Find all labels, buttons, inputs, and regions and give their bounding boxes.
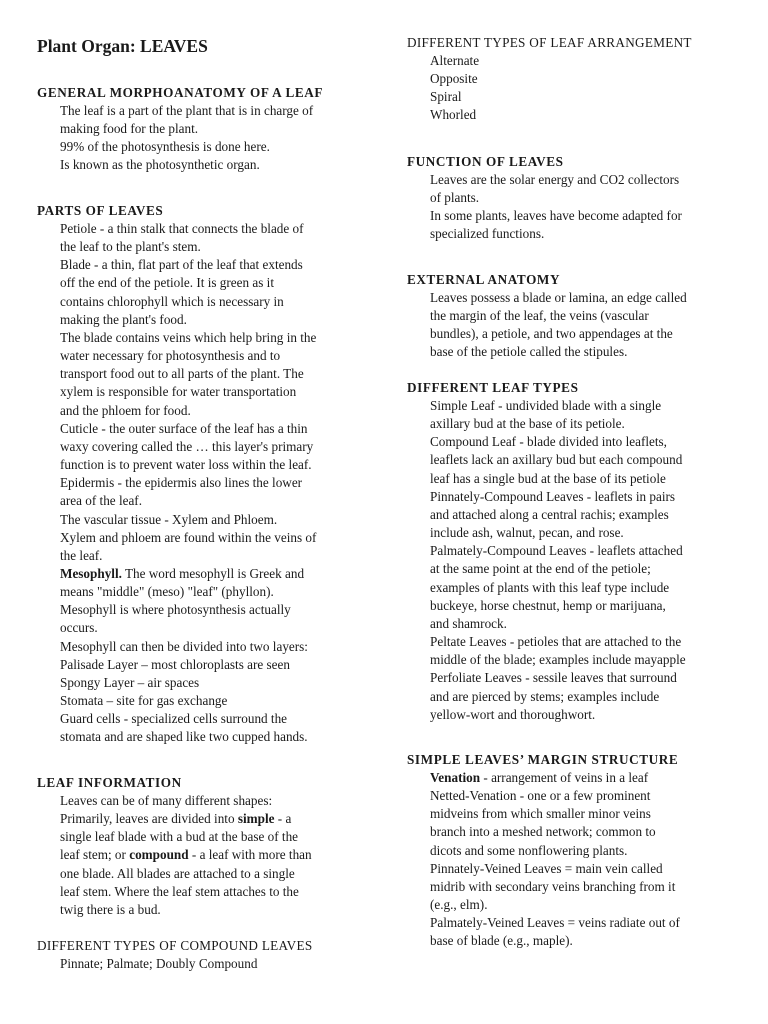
section-heading: SIMPLE LEAVES’ MARGIN STRUCTURE — [407, 752, 679, 767]
text-line: waxy covering called the … this layer's primary — [60, 438, 314, 454]
text-line: of plants. — [430, 190, 480, 206]
text-line: yellow-wort and thoroughwort. — [430, 706, 596, 722]
text-fragment: leaf stem; or — [60, 847, 130, 863]
text-line: base of blade (e.g., maple). — [430, 933, 573, 949]
text-line: and attached along a central rachis; examples — [430, 506, 669, 522]
section-compound-leaf-types — [37, 937, 372, 973]
text-line: Perfoliate Leaves - sessile leaves that surround — [430, 670, 677, 686]
mesophyll-term: Mesophyll. — [60, 565, 122, 581]
text-line: making food for the plant. — [60, 121, 199, 137]
text-line: xylem is responsible for water transportation — [60, 384, 297, 400]
text-line: occurs. — [60, 620, 98, 636]
text-fragment: - a — [274, 811, 292, 827]
text-line: Pinnately-Veined Leaves = main vein called — [430, 860, 663, 876]
text-line: Compound Leaf - blade divided into leaflets, — [430, 434, 667, 450]
mesophyll-line — [60, 565, 372, 583]
text-line: The vascular tissue - Xylem and Phloem. — [60, 511, 278, 527]
text-line — [60, 846, 372, 864]
section-general-morphoanatomy — [37, 84, 372, 175]
text-line: midrib with secondary veins branching from it — [430, 878, 676, 894]
text-line: one blade. All blades are attached to a single — [60, 865, 295, 881]
text-line: midveins from which smaller minor veins — [430, 806, 651, 822]
text-line: buckeye, horse chestnut, hemp or marijuana, — [430, 597, 666, 613]
list-item: Spiral — [430, 89, 462, 105]
text-line: specialized functions. — [430, 226, 545, 242]
section-body — [37, 220, 372, 747]
text-line: at the same point at the end of the petiole; — [430, 561, 651, 577]
section-body — [407, 397, 747, 724]
text-line: contains chlorophyll which is necessary in — [60, 293, 284, 309]
text-line: and shamrock. — [430, 615, 507, 631]
section-external-anatomy — [407, 271, 747, 362]
section-body — [37, 955, 372, 973]
text-line: leaf stem. Where the leaf stem attaches to the — [60, 883, 299, 899]
text-line: In some plants, leaves have become adapted for — [430, 208, 682, 224]
venation-line — [430, 769, 747, 787]
text-line: leaflets lack an axillary bud but each compound — [430, 452, 683, 468]
text-line: Pinnately-Compound Leaves - leaflets in pairs — [430, 488, 676, 504]
text-line: off the end of the petiole. It is green as it — [60, 275, 274, 291]
text-line: examples of plants with this leaf type include — [430, 579, 670, 595]
section-heading: DIFFERENT TYPES OF COMPOUND LEAVES — [37, 938, 313, 953]
section-leaf-types — [407, 379, 747, 724]
venation-term: Venation — [430, 770, 481, 785]
text-line: the leaf to the plant's stem. — [60, 239, 201, 255]
text-line: single leaf blade with a bud at the base of the — [60, 829, 299, 845]
text-line: include ash, walnut, pecan, and rose. — [430, 525, 624, 541]
text-line: transport food out to all parts of the plant. The — [60, 366, 304, 382]
text-line: base of the petiole called the stipules. — [430, 344, 628, 360]
text-line: Is known as the photosynthetic organ. — [60, 157, 260, 173]
term-simple: simple — [237, 811, 275, 827]
text-line: function is to prevent water loss within the leaf. — [60, 457, 312, 473]
page-title: Plant Organ: LEAVES — [37, 36, 208, 56]
text-line: Peltate Leaves - petioles that are attached to the — [430, 634, 682, 650]
section-body — [37, 792, 372, 919]
text-line: Pinnate; Palmate; Doubly Compound — [60, 956, 258, 971]
list-item: Opposite — [430, 71, 478, 87]
text-line: and the phloem for food. — [60, 402, 191, 418]
section-margin-structure — [407, 751, 747, 951]
text-line: Leaves are the solar energy and CO2 collectors — [430, 172, 680, 187]
text-line: middle of the blade; examples include mayapple — [430, 652, 686, 668]
text-line: Leaves possess a blade or lamina, an edge called — [430, 290, 687, 305]
text-line: The blade contains veins which help bring in the — [60, 329, 317, 345]
section-parts-of-leaves — [37, 202, 372, 747]
text-fragment: Primarily, leaves are divided into — [60, 811, 238, 827]
text-line: Spongy Layer – air spaces — [60, 674, 200, 690]
section-heading: PARTS OF LEAVES — [37, 203, 164, 218]
text-line: leaf has a single bud at the base of its petiole — [430, 470, 666, 486]
text-fragment: - a leaf with more than — [188, 847, 312, 863]
section-body — [37, 102, 372, 175]
section-heading: GENERAL MORPHOANATOMY OF A LEAF — [37, 85, 324, 100]
section-leaf-information — [37, 774, 372, 919]
text-line: area of the leaf. — [60, 493, 142, 509]
text-line: Leaves can be of many different shapes: — [60, 793, 273, 808]
section-body — [407, 289, 747, 362]
text-line: The leaf is a part of the plant that is in charge of — [60, 103, 314, 118]
text-line: Blade - a thin, flat part of the leaf that extends — [60, 257, 303, 273]
text-line: Palisade Layer – most chloroplasts are seen — [60, 656, 290, 672]
text-line: (e.g., elm). — [430, 897, 488, 913]
text-line: and are pierced by stems; examples include — [430, 688, 660, 704]
text-line: making the plant's food. — [60, 311, 187, 327]
section-leaf-arrangement — [407, 34, 747, 125]
text-line: Xylem and phloem are found within the veins of — [60, 529, 317, 545]
section-body — [407, 52, 747, 125]
section-body — [407, 171, 747, 244]
text-line: water necessary for photosynthesis and to — [60, 348, 281, 364]
text-line: Stomata – site for gas exchange — [60, 693, 228, 709]
text-line: dicots and some nonflowering plants. — [430, 842, 628, 858]
text-line: axillary bud at the base of its petiole. — [430, 416, 625, 432]
text-line: Simple Leaf - undivided blade with a single — [430, 398, 662, 413]
text-line: Petiole - a thin stalk that connects the blade of — [60, 221, 304, 236]
list-item: Whorled — [430, 107, 477, 123]
text-line: Cuticle - the outer surface of the leaf has a thin — [60, 420, 308, 436]
list-item: Alternate — [430, 53, 480, 68]
text-line: twig there is a bud. — [60, 901, 161, 917]
text-line: Mesophyll can then be divided into two layers: — [60, 638, 308, 654]
venation-definition: - arrangement of veins in a leaf — [480, 770, 649, 785]
text-line: Netted-Venation - one or a few prominent — [430, 788, 651, 804]
text-line: means "middle" (meso) "leaf" (phyllon). — [60, 584, 274, 600]
term-compound: compound — [129, 847, 189, 863]
section-heading: DIFFERENT LEAF TYPES — [407, 380, 579, 395]
text-line: the margin of the leaf, the veins (vascular — [430, 308, 649, 324]
text-line: Guard cells - specialized cells surround the — [60, 711, 288, 727]
text-line: Palmately-Compound Leaves - leaflets attached — [430, 543, 683, 559]
section-body — [407, 769, 747, 951]
text-line: Palmately-Veined Leaves = veins radiate out of — [430, 915, 680, 931]
mesophyll-definition: The word mesophyll is Greek and — [121, 565, 305, 581]
text-line — [60, 810, 372, 828]
text-line: the leaf. — [60, 547, 103, 563]
section-function-of-leaves — [407, 153, 747, 244]
section-heading: DIFFERENT TYPES OF LEAF ARRANGEMENT — [407, 35, 692, 50]
text-line: Mesophyll is where photosynthesis actually — [60, 602, 291, 618]
text-line: Epidermis - the epidermis also lines the lower — [60, 475, 303, 491]
section-heading: EXTERNAL ANATOMY — [407, 272, 561, 287]
section-heading: LEAF INFORMATION — [37, 775, 182, 790]
text-line: branch into a meshed network; common to — [430, 824, 656, 840]
text-line: 99% of the photosynthesis is done here. — [60, 139, 270, 155]
text-line: stomata and are shaped like two cupped hands. — [60, 729, 308, 745]
section-heading: FUNCTION OF LEAVES — [407, 154, 564, 169]
text-line: bundles), a petiole, and two appendages at the — [430, 326, 673, 342]
